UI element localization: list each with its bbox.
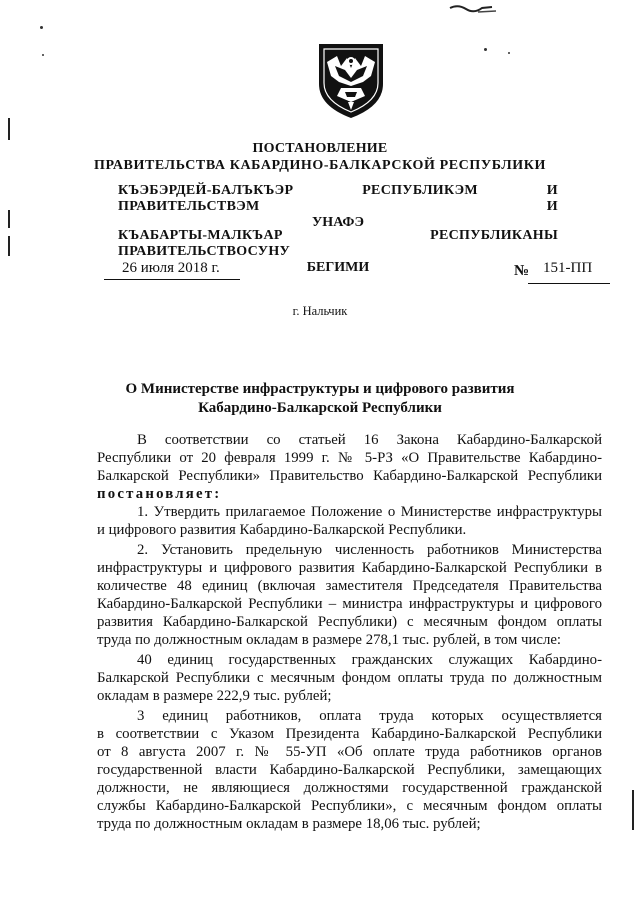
document-body <box>97 431 602 833</box>
text-line: 1. Утвердить прилагаемое Положение о Министерстве инфраструктуры <box>137 504 602 520</box>
scan-dot <box>484 48 487 51</box>
scan-mark <box>8 210 10 228</box>
city: г. Нальчик <box>292 304 348 318</box>
text-line: службы Кабардино-Балкарской Республики», с месячным фондом оплаты <box>97 798 602 814</box>
balkar-heading-line: БЕГИМИ <box>306 260 370 275</box>
decree-number: 151-ПП <box>543 260 593 276</box>
text-line: развития Кабардино-Балкарской Республики) с месячным фондом оплаты <box>97 614 602 630</box>
kabardian-heading-line: УНАФЭ <box>312 215 364 230</box>
scan-mark <box>8 118 10 140</box>
text-line: 40 единиц государственных гражданских служащих Кабардино- <box>137 652 602 668</box>
decree-heading: ПОСТАНОВЛЕНИЕ <box>252 141 388 156</box>
text-line: труда по должностным окладам в размере 18,06 тыс. рублей; <box>97 816 481 832</box>
scan-scribble <box>448 2 500 16</box>
scan-mark <box>8 236 10 256</box>
text-line: В соответствии со статьей 16 Закона Кабардино-Балкарской <box>137 432 602 448</box>
text-line: от 8 августа 2007 г. № 55-УП «Об оплате труда работников органов <box>97 744 602 760</box>
text-line: Кабардино-Балкарской Республики – министра инфраструктуры и цифрового <box>97 596 602 612</box>
text-line: труда по должностным окладам в размере 278,1 тыс. рублей, в том числе: <box>97 632 562 648</box>
decree-word: постановляет: <box>97 486 222 502</box>
coat-of-arms-icon <box>315 40 387 120</box>
text-line: 3 единиц работников, оплата труда которых осуществляется <box>137 708 602 724</box>
text-line: окладам в размере 222,9 тыс. рублей; <box>97 688 332 704</box>
scan-dot <box>42 54 44 56</box>
text-line: Балкарской Республики с месячным фондом оплаты труда по должностным <box>97 670 602 686</box>
text-line: в соответствии с Указом Президента Кабардино-Балкарской Республики <box>97 726 602 742</box>
number-sign: № <box>514 263 530 279</box>
text-line: должности, не являющиеся должностями государственной гражданской <box>97 780 602 796</box>
scan-dot <box>40 26 43 29</box>
number-underline <box>528 283 610 284</box>
kabardian-heading-line: КЪЭБЭРДЕЙ-БАЛЪКЪЭР РЕСПУБЛИКЭМ И ПРАВИТЕЛЬСТВЭМ И <box>118 183 558 214</box>
text-line: Республики от 20 февраля 1999 г. № 5-РЗ «О Правительстве Кабардино- <box>97 450 602 466</box>
text-line: количестве 48 единиц (включая заместителя Председателя Правительства <box>97 578 602 594</box>
scan-mark <box>632 790 634 830</box>
date-underline <box>104 279 240 280</box>
text-line: Балкарской Республики» Правительство Кабардино-Балкарской Республики <box>97 468 602 484</box>
kabardian-heading <box>118 183 558 231</box>
text-line: и цифрового развития Кабардино-Балкарской Республики. <box>97 522 467 538</box>
document-title-line: О Министерстве инфраструктуры и цифрового развития <box>125 381 515 397</box>
text-line: государственной власти Кабардино-Балкарской Республики, замещающих <box>97 762 602 778</box>
decree-date: 26 июля 2018 г. <box>122 260 220 276</box>
government-heading: ПРАВИТЕЛЬСТВА КАБАРДИНО-БАЛКАРСКОЙ РЕСПУБЛИКИ <box>93 158 547 173</box>
text-line: 2. Установить предельную численность работников Министерства <box>137 542 602 558</box>
document-title-line: Кабардино-Балкарской Республики <box>198 400 442 416</box>
balkar-heading-line: КЪАБАРТЫ-МАЛКЪАР РЕСПУБЛИКАНЫ ПРАВИТЕЛЬСТВОСУНУ <box>118 228 558 259</box>
text-line: инфраструктуры и цифрового развития Кабардино-Балкарской Республики в <box>97 560 602 576</box>
scan-dot <box>508 52 510 54</box>
